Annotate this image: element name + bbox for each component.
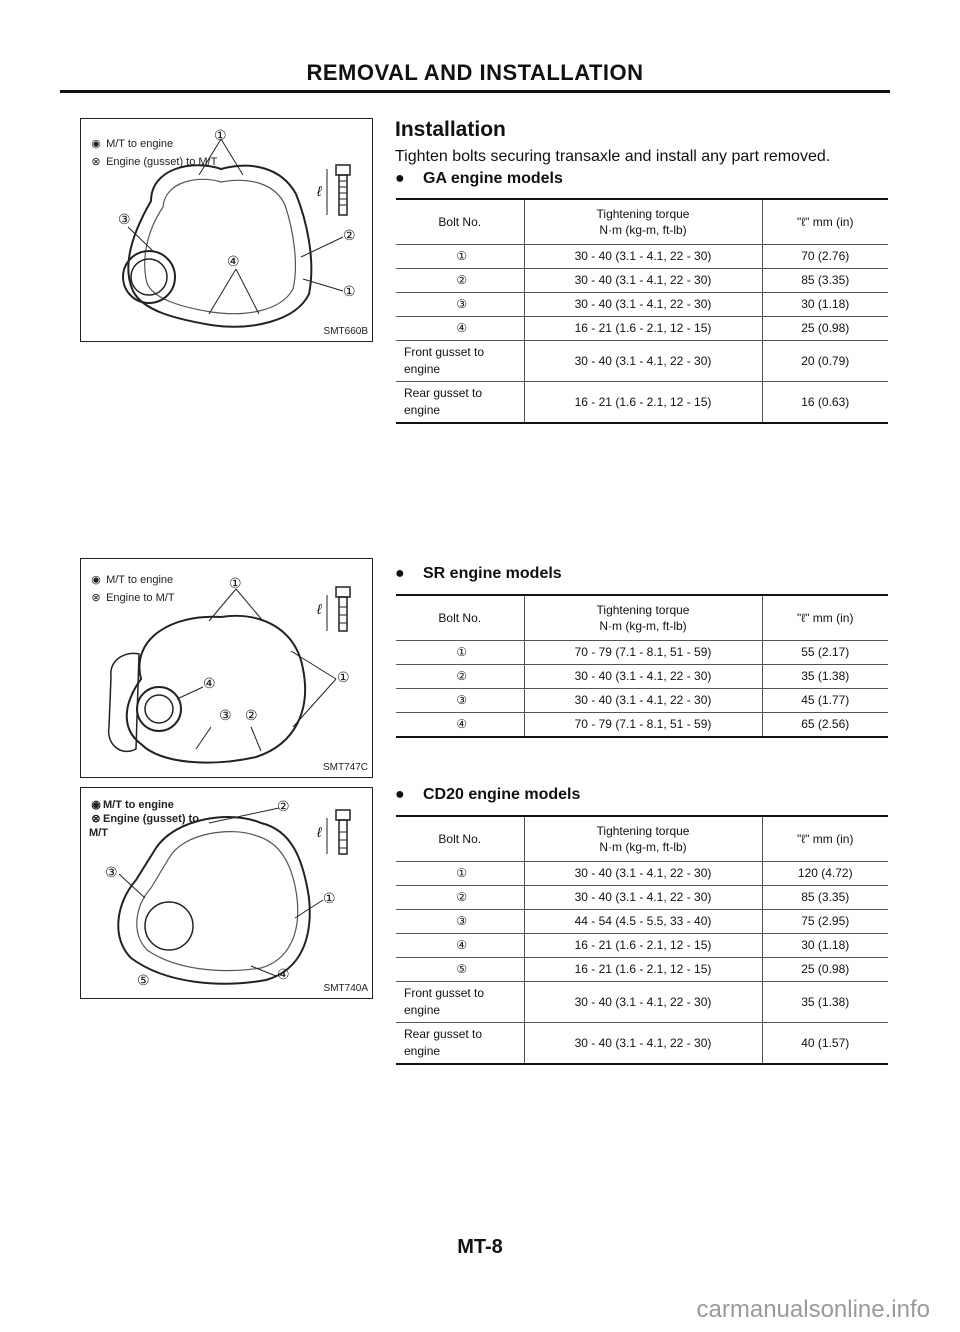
- cd20-torque-table: [396, 815, 888, 1065]
- header-rule: [60, 90, 890, 93]
- torque-cell: 16 - 21 (1.6 - 2.1, 12 - 15): [524, 958, 762, 982]
- legend-mt-to-engine: M/T to engine: [106, 138, 174, 150]
- length-cell: 55 (2.17): [801, 645, 850, 659]
- page-number: MT-8: [457, 1236, 503, 1258]
- ga-models-heading: ● GA engine models: [395, 170, 563, 187]
- torque-cell: 44 - 54 (4.5 - 5.5, 33 - 40): [524, 910, 762, 934]
- callout-4: ④: [227, 253, 240, 269]
- col-bolt-no: Bolt No.: [438, 832, 482, 846]
- table-row: [396, 245, 888, 269]
- length-cell: 25 (0.98): [801, 321, 850, 335]
- bolt-cell: ⑤: [456, 962, 468, 976]
- figure-code: SMT747C: [322, 762, 368, 773]
- figure-cd20-engine: [80, 787, 373, 999]
- length-cell: 70 (2.76): [801, 249, 850, 263]
- figure-legend: [89, 573, 175, 605]
- figure-legend: [89, 137, 219, 169]
- callout-5: ⑤: [137, 972, 150, 988]
- engine-to-mt-symbol: ⊗: [91, 156, 101, 168]
- table-row: [396, 910, 888, 934]
- bolt-cell: ④: [456, 321, 468, 335]
- table-row: [396, 341, 888, 382]
- bolt-cell: Front gusset to engine: [404, 345, 485, 376]
- bolt-cell: ③: [456, 297, 468, 311]
- table-row: [396, 689, 888, 713]
- bolt-cell: Rear gusset to engine: [404, 386, 483, 417]
- bolt-cell: ①: [456, 866, 468, 880]
- col-bolt-no: Bolt No.: [438, 611, 482, 625]
- bolt-cell: ③: [456, 693, 468, 707]
- torque-cell: 30 - 40 (3.1 - 4.1, 22 - 30): [524, 245, 762, 269]
- legend-mt-to-engine: M/T to engine: [106, 574, 174, 586]
- callout-1b: ①: [343, 283, 356, 299]
- length-cell: 16 (0.63): [801, 394, 850, 409]
- length-label: ℓ: [317, 183, 322, 199]
- table-row: [396, 269, 888, 293]
- torque-cell: 30 - 40 (3.1 - 4.1, 22 - 30): [524, 341, 762, 382]
- col-length: "ℓ" mm (in): [797, 832, 854, 846]
- length-cell: 40 (1.57): [801, 1035, 850, 1050]
- figure-code: SMT660B: [323, 326, 368, 337]
- table-header-row: [396, 816, 888, 862]
- callout-4: ④: [277, 966, 290, 982]
- table-row: [396, 958, 888, 982]
- mt-to-engine-symbol: ◉: [91, 574, 101, 586]
- torque-cell: 16 - 21 (1.6 - 2.1, 12 - 15): [524, 934, 762, 958]
- length-cell: 25 (0.98): [801, 962, 850, 976]
- col-torque: Tightening torque N·m (kg-m, ft-lb): [524, 199, 762, 245]
- table-row: [396, 934, 888, 958]
- sr-torque-table: [396, 594, 888, 738]
- watermark: carmanualsonline.info: [696, 1296, 930, 1323]
- callout-1: ①: [214, 127, 227, 143]
- torque-cell: 70 - 79 (7.1 - 8.1, 51 - 59): [524, 641, 762, 665]
- ga-table-body: [396, 245, 888, 424]
- length-cell: 20 (0.79): [801, 353, 850, 368]
- torque-cell: 30 - 40 (3.1 - 4.1, 22 - 30): [524, 982, 762, 1023]
- length-cell: 85 (3.35): [801, 890, 850, 904]
- col-length: "ℓ" mm (in): [797, 611, 854, 625]
- ga-torque-table: [396, 198, 888, 424]
- table-row: [396, 317, 888, 341]
- bolt-cell: Front gusset to engine: [404, 986, 485, 1017]
- length-label: ℓ: [317, 824, 322, 840]
- table-row: [396, 1023, 888, 1065]
- col-length: "ℓ" mm (in): [797, 215, 854, 229]
- table-row: [396, 665, 888, 689]
- torque-cell: 30 - 40 (3.1 - 4.1, 22 - 30): [524, 886, 762, 910]
- length-label: ℓ: [317, 601, 322, 617]
- torque-cell: 70 - 79 (7.1 - 8.1, 51 - 59): [524, 713, 762, 738]
- callout-1b: ①: [337, 669, 350, 685]
- figure-ga-engine: [80, 118, 373, 342]
- bolt-cell: ②: [456, 669, 468, 683]
- bolt-cell: ②: [456, 273, 468, 287]
- callout-1: ①: [229, 575, 242, 591]
- table-row: [396, 293, 888, 317]
- installation-text: Tighten bolts securing transaxle and install any part removed.: [395, 148, 831, 165]
- callout-3: ③: [105, 864, 118, 880]
- table-header-row: [396, 595, 888, 641]
- legend-engine-to-mt: Engine (gusset) to M/T: [106, 156, 218, 168]
- bolt-cell: Rear gusset to engine: [404, 1027, 483, 1058]
- engine-to-mt-symbol: ⊗: [91, 813, 101, 825]
- length-cell: 65 (2.56): [801, 717, 850, 731]
- cd20-table-body: [396, 862, 888, 1065]
- bolt-cell: ④: [456, 717, 468, 731]
- sr-table-body: [396, 641, 888, 738]
- bolt-cell: ③: [456, 914, 468, 928]
- callout-3: ③: [219, 707, 232, 723]
- callout-2: ②: [343, 227, 356, 243]
- torque-cell: 30 - 40 (3.1 - 4.1, 22 - 30): [524, 293, 762, 317]
- legend-engine-to-mt: Engine (gusset) to M/T: [89, 813, 199, 839]
- length-cell: 120 (4.72): [797, 866, 853, 880]
- callout-2: ②: [245, 707, 258, 723]
- legend-mt-to-engine: M/T to engine: [103, 799, 174, 811]
- bolt-cell: ④: [456, 938, 468, 952]
- callout-1: ①: [323, 890, 336, 906]
- bolt-cell: ①: [456, 249, 468, 263]
- bolt-cell: ①: [456, 645, 468, 659]
- table-row: [396, 886, 888, 910]
- torque-cell: 30 - 40 (3.1 - 4.1, 22 - 30): [524, 862, 762, 886]
- torque-cell: 30 - 40 (3.1 - 4.1, 22 - 30): [524, 689, 762, 713]
- engine-to-mt-symbol: ⊗: [91, 592, 101, 604]
- table-row: [396, 713, 888, 738]
- torque-cell: 30 - 40 (3.1 - 4.1, 22 - 30): [524, 1023, 762, 1065]
- table-row: [396, 382, 888, 424]
- cd20-models-heading: ● CD20 engine models: [395, 786, 581, 803]
- figure-code: SMT740A: [323, 983, 368, 994]
- table-row: [396, 641, 888, 665]
- length-cell: 85 (3.35): [801, 273, 850, 287]
- torque-cell: 16 - 21 (1.6 - 2.1, 12 - 15): [524, 317, 762, 341]
- torque-cell: 30 - 40 (3.1 - 4.1, 22 - 30): [524, 665, 762, 689]
- length-cell: 30 (1.18): [801, 297, 850, 311]
- callout-3: ③: [118, 211, 131, 227]
- torque-cell: 16 - 21 (1.6 - 2.1, 12 - 15): [524, 382, 762, 424]
- callout-4: ④: [203, 675, 216, 691]
- bolt-cell: ②: [456, 890, 468, 904]
- table-header-row: [396, 199, 888, 245]
- figure-legend: [89, 798, 199, 840]
- sr-models-heading: ● SR engine models: [395, 565, 562, 582]
- table-row: [396, 982, 888, 1023]
- col-torque: Tightening torque N·m (kg-m, ft-lb): [524, 816, 762, 862]
- installation-title: Installation: [395, 118, 506, 141]
- table-row: [396, 862, 888, 886]
- mt-to-engine-symbol: ◉: [91, 799, 101, 811]
- callout-2: ②: [277, 798, 290, 814]
- torque-cell: 30 - 40 (3.1 - 4.1, 22 - 30): [524, 269, 762, 293]
- length-cell: 35 (1.38): [801, 994, 850, 1009]
- length-cell: 30 (1.18): [801, 938, 850, 952]
- length-cell: 75 (2.95): [801, 914, 850, 928]
- page-header: REMOVAL AND INSTALLATION: [306, 60, 644, 85]
- length-cell: 35 (1.38): [801, 669, 850, 683]
- figure-sr-engine: [80, 558, 373, 778]
- length-cell: 45 (1.77): [801, 693, 850, 707]
- col-torque: Tightening torque N·m (kg-m, ft-lb): [524, 595, 762, 641]
- legend-engine-to-mt: Engine to M/T: [106, 592, 175, 604]
- col-bolt-no: Bolt No.: [438, 215, 482, 229]
- mt-to-engine-symbol: ◉: [91, 138, 101, 150]
